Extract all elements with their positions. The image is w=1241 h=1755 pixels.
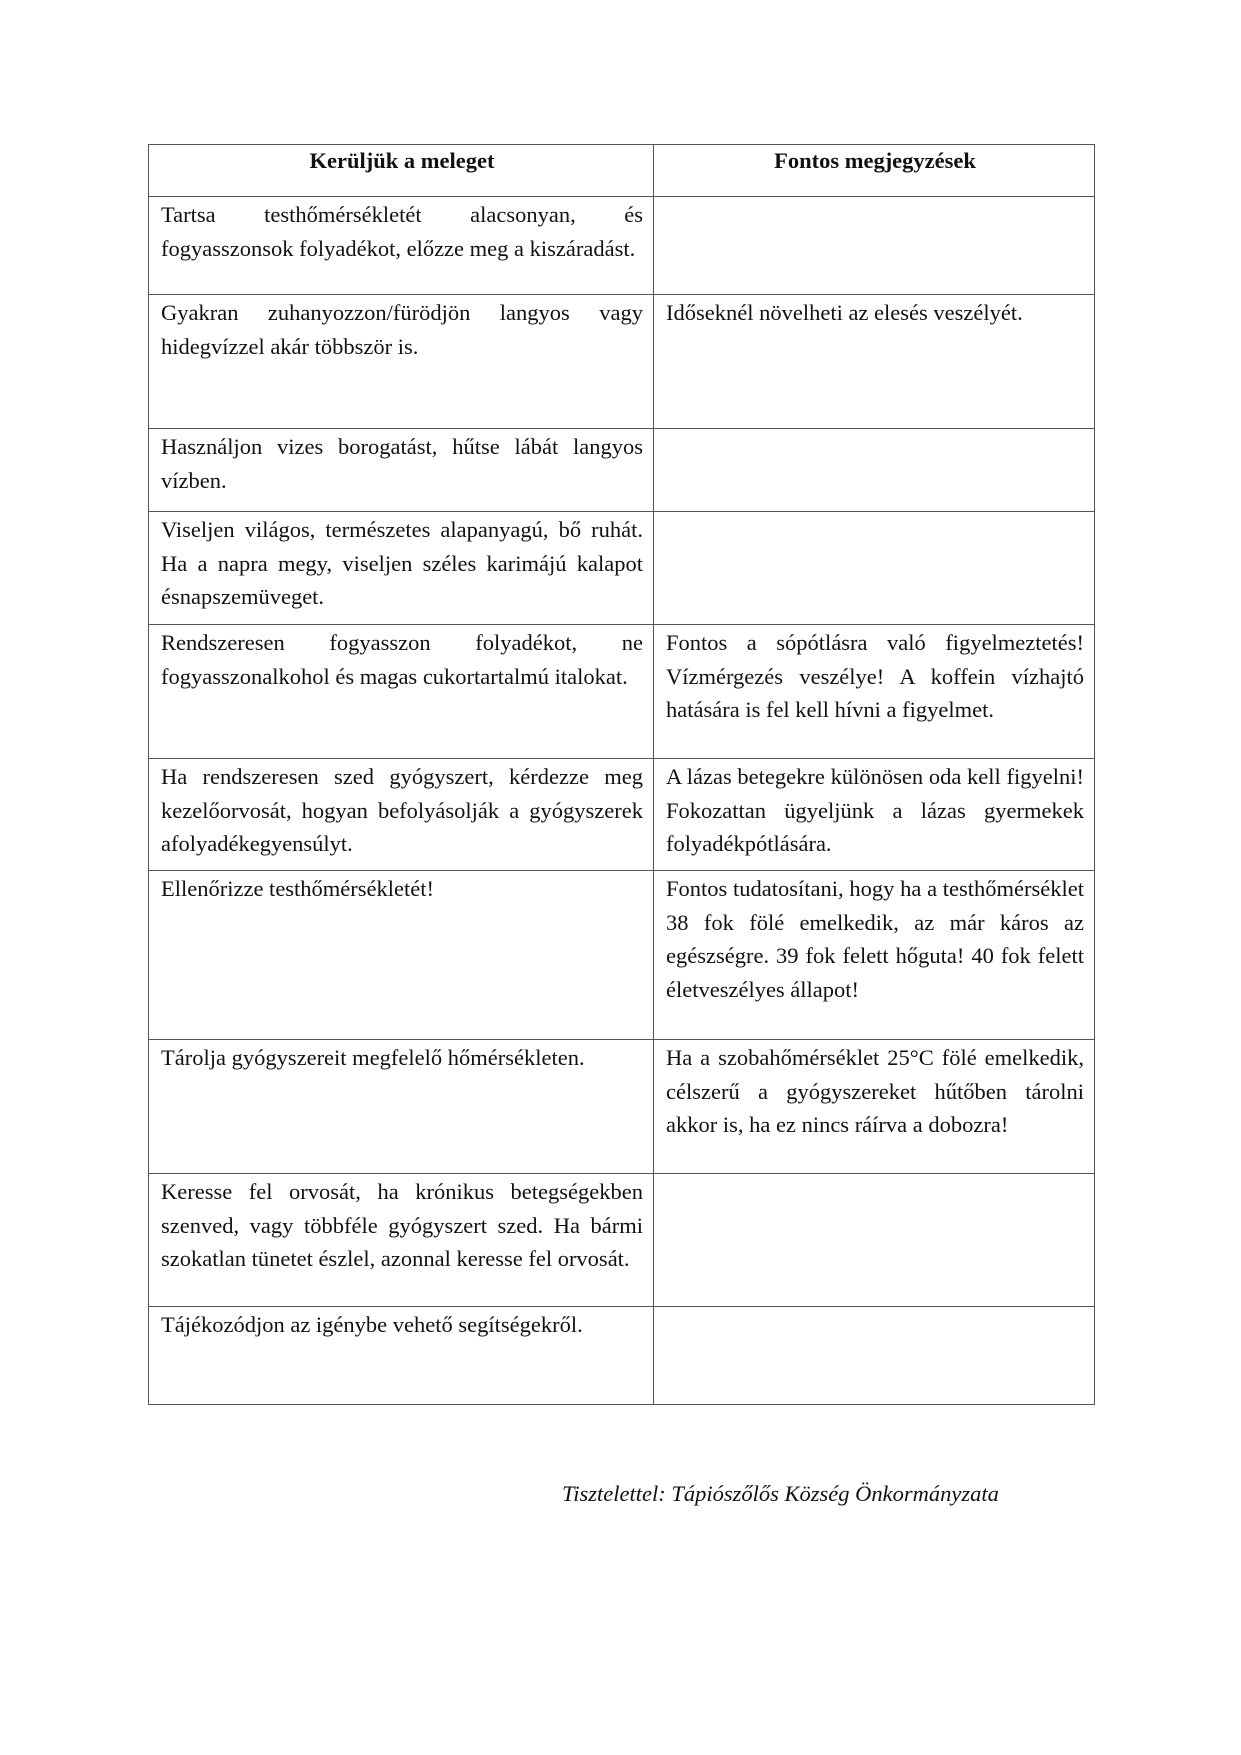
note-cell — [654, 1174, 1095, 1307]
note-cell: Ha a szobahőmérséklet 25°C fölé emelkedik, célszerű a gyógyszereket hűtőben tárolni akkor is, ha ez nincs ráírva a dobozra! — [654, 1040, 1095, 1174]
note-cell: Fontos a sópótlásra való figyelmeztetés! Vízmérgezés veszélye! A koffein vízhajtó hatására is fel kell hívni a figyelmet. — [654, 625, 1095, 759]
note-cell — [654, 512, 1095, 625]
note-cell — [654, 429, 1095, 512]
table-row — [149, 625, 1095, 759]
advice-cell: Keresse fel orvosát, ha krónikus betegségekben szenved, vagy többféle gyógyszert szed. Ha bármi szokatlan tünetet észlel, azonnal keresse fel orvosát. — [149, 1174, 654, 1307]
table-row — [149, 429, 1095, 512]
note-cell: Időseknél növelheti az elesés veszélyét. — [654, 295, 1095, 429]
table-header-row — [149, 145, 1095, 197]
advice-cell: Rendszeresen fogyasszon folyadékot, ne fogyasszonalkohol és magas cukortartalmú italokat. — [149, 625, 654, 759]
table-row — [149, 871, 1095, 1040]
note-cell — [654, 1307, 1095, 1405]
table-row — [149, 295, 1095, 429]
advice-cell: Viseljen világos, természetes alapanyagú, bő ruhát. Ha a napra megy, viseljen széles karimájú kalapot ésnapszemüveget. — [149, 512, 654, 625]
table-row — [149, 759, 1095, 871]
heat-advice-table — [148, 144, 1095, 1405]
table-row — [149, 1307, 1095, 1405]
advice-cell: Tartsa testhőmérsékletét alacsonyan, és fogyasszonsok folyadékot, előzze meg a kiszáradást. — [149, 197, 654, 295]
table-row — [149, 197, 1095, 295]
advice-cell: Tájékozódjon az igénybe vehető segítségekről. — [149, 1307, 654, 1405]
column-header-notes: Fontos megjegyzések — [654, 145, 1095, 197]
column-header-advice: Kerüljük a meleget — [149, 145, 654, 197]
table-row — [149, 1040, 1095, 1174]
advice-cell: Ha rendszeresen szed gyógyszert, kérdezze meg kezelőorvosát, hogyan befolyásolják a gyógyszerek afolyadékegyensúlyt. — [149, 759, 654, 871]
advice-cell: Tárolja gyógyszereit megfelelő hőmérsékleten. — [149, 1040, 654, 1174]
note-cell — [654, 197, 1095, 295]
table-row — [149, 1174, 1095, 1307]
table-row — [149, 512, 1095, 625]
advice-cell: Gyakran zuhanyozzon/fürödjön langyos vagy hidegvízzel akár többször is. — [149, 295, 654, 429]
advice-cell: Ellenőrizze testhőmérsékletét! — [149, 871, 654, 1040]
note-cell: A lázas betegekre különösen oda kell figyelni! Fokozattan ügyeljünk a lázas gyermekek folyadékpótlására. — [654, 759, 1095, 871]
note-cell: Fontos tudatosítani, hogy ha a testhőmérséklet 38 fok fölé emelkedik, az már káros az egészségre. 39 fok felett hőguta! 40 fok felett életveszélyes állapot! — [654, 871, 1095, 1040]
advice-cell: Használjon vizes borogatást, hűtse lábát langyos vízben. — [149, 429, 654, 512]
signature-line: Tisztelettel: Tápiószőlős Község Önkormányzata — [562, 1481, 999, 1506]
